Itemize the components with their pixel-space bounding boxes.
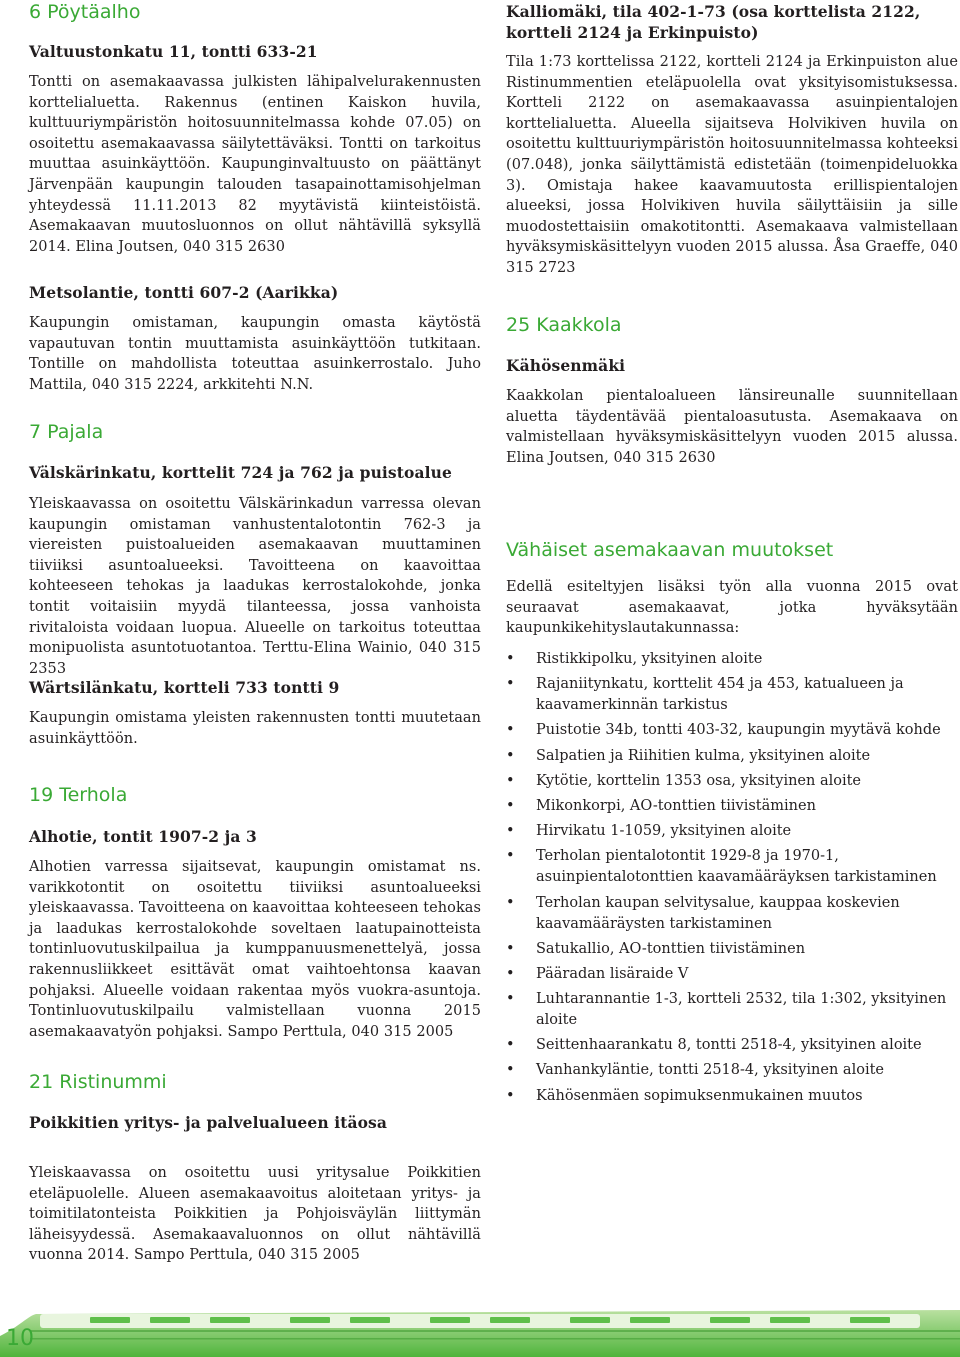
subheading-kalliomaki: Kalliomäki, tila 402-1-73 (osa korttelista 2122, kortteli 2124 ja Erkinpuisto) <box>506 2 921 42</box>
list-item: • Seittenhaarankatu 8, tontti 2518-4, yksityinen aloite <box>506 1035 958 1056</box>
page-number: 10 <box>6 1326 34 1351</box>
footer-landscape-illustration <box>0 1296 960 1357</box>
paragraph-alhotie: Alhotien varressa sijaitsevat, kaupungin omistamat ns. varikkotontit on osoitettu tiiviiksi asuntoalueeksi yleiskaavassa. Tavoitteena on kaavoittaa kohteeseen tehokas ja laadukas kerrostalokohde soveltaen laatupainotteista tontinluovutuskilpailua ja kumppanuusmenettelyä, jossa rakennusliikkeet esittävät omat vaihtoehtonsa kaavan pohjaksi. Alueelle voidaan rakentaa myös vuokra-asuntoja. Tontinluovutuskilpailu valmistellaan vuonna 2015 asemakaavatyön pohjaksi. Sampo Perttula, 040 315 2005 <box>29 859 481 1040</box>
subheading-metsolantie: Metsolantie, tontti 607-2 (Aarikka) <box>29 283 339 302</box>
list-item: • Kytötie, korttelin 1353 osa, yksityinen aloite <box>506 771 958 792</box>
list-item: • Rajaniitynkatu, korttelit 454 ja 453, katualueen ja kaavamerkinnän tarkistus <box>506 674 958 716</box>
plan-changes-list <box>506 649 958 1111</box>
paragraph-poikkitie: Yleiskaavassa on osoitettu uusi yritysalue Poikkitien eteläpuolelle. Alueen asemakaavoitus aloitetaan yritys- ja toimitilatonteista Poikkitien ja Pohjoisväylän liittymän läheisyydessä. Asemakaavaluonnos on ollut nähtävillä vuonna 2014. Sampo Perttula, 040 315 2005 <box>29 1165 481 1264</box>
list-item: • Ristikkipolku, yksityinen aloite <box>506 649 958 670</box>
section-title-poytaalho: 6 Pöytäalho <box>29 1 141 23</box>
subheading-valtuustonkatu: Valtuustonkatu 11, tontti 633-21 <box>29 42 318 61</box>
paragraph-valtuustonkatu: Tontti on asemakaavassa julkisten lähipalvelurakennusten korttelialuetta. Rakennus (entinen Kaiskon huvila, kulttuuriympäristön hoitosuunnitelmassa kohde 07.05) on osoitettu asemakaavassa säilytettäväksi. Tontti on tarkoitus muuttaa asuinkäyttöön. Kaupunginvaltuusto on päättänyt Järvenpään kaupungin talouden tasapainottamisohjelman yhteydessä 11.11.2013 82 myytävistä kiinteistöistä. Asemakaavan muutosluonnos on ollut nähtävillä syksyllä 2014. Elina Joutsen, 040 315 2630 <box>29 74 481 255</box>
subheading-kahosenmaki: Kähösenmäki <box>506 356 626 375</box>
paragraph-kalliomaki: Tila 1:73 korttelissa 2122, kortteli 2124 ja Erkinpuiston alue Ristinummentien eteläpuolella ovat yksityisomistuksessa. Kortteli 2122 on asemakaavassa asuinpientalojen korttelialuetta. Alueella sijaitseva Holvikiven huvila on osoitettu kulttuuriympäristön hoitosuunnitelmassa kohteeksi (07.048), jonka säilyttämistä edistetään (toimenpideluokka 3). Omistaja hakee kaavamuutosta erillispientalojen alueeksi, jossa Holvikiven huvila säilyttäisiin ja sille muodostettaisiin omakotitontti. Asemakaava valmistellaan hyväksymiskäsittelyyn vuoden 2015 alussa. Åsa Graeffe, 040 315 2723 <box>506 54 958 276</box>
list-item: • Hirvikatu 1-1059, yksityinen aloite <box>506 821 958 842</box>
list-item: • Vanhankyläntie, tontti 2518-4, yksityinen aloite <box>506 1060 958 1081</box>
section-title-kaakkola: 25 Kaakkola <box>506 314 622 336</box>
list-item: • Salpatien ja Riihitien kulma, yksityinen aloite <box>506 746 958 767</box>
paragraph-kahosenmaki: Kaakkolan pientaloalueen länsireunalle suunnitellaan aluetta täydentävää pientaloasutusta. Asemakaava on valmistellaan hyväksymiskäsittelyyn vuoden 2015 alussa. Elina Joutsen, 040 315 2630 <box>506 388 958 466</box>
section-title-pajala: 7 Pajala <box>29 421 104 443</box>
subheading-poikkitie: Poikkitien yritys- ja palvelualueen itäosa <box>29 1113 388 1132</box>
list-item: • Terholan pientalotontit 1929-8 ja 1970-1, asuinpientalotonttien kaavamääräyksen tarkistaminen <box>506 846 958 888</box>
list-item: • Mikonkorpi, AO-tonttien tiivistäminen <box>506 796 958 817</box>
subheading-valskarinkatu: Välskärinkatu, korttelit 724 ja 762 ja puistoalue <box>29 463 452 482</box>
list-item: • Pääradan lisäraide V <box>506 964 958 985</box>
paragraph-minor-changes: Edellä esiteltyjen lisäksi työn alla vuonna 2015 ovat seuraavat asemakaavat, jotka hyväksytään kaupunkikehityslautakunnassa: <box>506 579 958 637</box>
list-item: • Terholan kaupan selvitysalue, kauppaa koskevien kaavamääräysten tarkistaminen <box>506 893 958 935</box>
section-title-minor-changes: Vähäiset asemakaavan muutokset <box>506 539 834 561</box>
paragraph-wartsilankatu: Kaupungin omistama yleisten rakennusten tontti muutetaan asuinkäyttöön. <box>29 710 481 747</box>
paragraph-metsolantie: Kaupungin omistaman, kaupungin omasta käytöstä vapautuvan tontin muuttamista asuinkäyttöön tutkitaan. Tontille on mahdollista toteuttaa asuinkerrostalo. Juho Mattila, 040 315 2224, arkkitehti N.N. <box>29 315 481 393</box>
section-title-terhola: 19 Terhola <box>29 784 128 806</box>
paragraph-valskarinkatu: Yleiskaavassa on osoitettu Välskärinkadun varressa olevan kaupungin omistaman vanhustentalotontin 762-3 ja viereisten puistoalueiden asemakaavan muuttaminen tiiviiksi asuntoalueeksi. Tavoitteena on kaavoittaa kohteeseen tehokas ja laadukas kerrostalokohde, jonka tontit voitaisiin myydä tilanteessa, jossa vanhoista rivitaloista voidaan luopua. Alueelle on tarkoitus toteuttaa monipuolista asuntotuotantoa. Terttu-Elina Wainio, 040 315 2353 <box>29 496 481 677</box>
list-item: • Puistotie 34b, tontti 403-32, kaupungin myytävä kohde <box>506 720 958 741</box>
list-item: • Luhtarannantie 1-3, kortteli 2532, tila 1:302, yksityinen aloite <box>506 989 958 1031</box>
subheading-alhotie: Alhotie, tontit 1907-2 ja 3 <box>29 827 257 846</box>
section-title-ristinummi: 21 Ristinummi <box>29 1071 167 1093</box>
list-item: • Kähösenmäen sopimuksenmukainen muutos <box>506 1086 958 1107</box>
list-item: • Satukallio, AO-tonttien tiivistäminen <box>506 939 958 960</box>
subheading-wartsilankatu: Wärtsilänkatu, kortteli 733 tontti 9 <box>29 678 340 697</box>
